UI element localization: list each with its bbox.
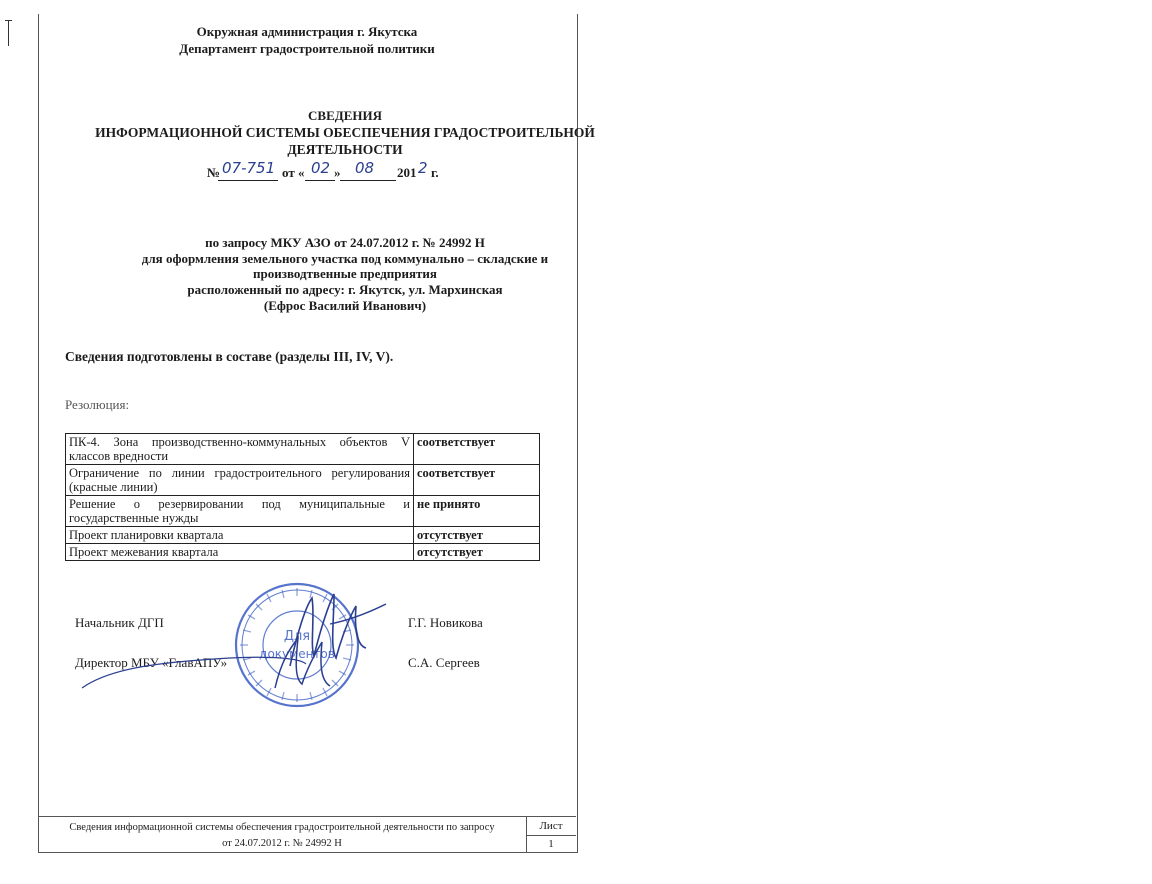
doc-title-line2: ИНФОРМАЦИОННОЙ СИСТЕМЫ ОБЕСПЕЧЕНИЯ ГРАДОСТРОИТЕЛЬНОЙ: [95, 125, 595, 140]
resolution-status: соответствует: [414, 434, 540, 465]
org-name: Окружная администрация г. Якутска: [196, 24, 418, 39]
doc-number-handwritten: 07-751: [222, 159, 276, 177]
resolution-status: отсутствует: [414, 544, 540, 561]
signature-sergeev: [70, 628, 430, 708]
resolution-label: Резолюция:: [65, 397, 130, 412]
stamp-center-text-2: документов: [259, 647, 335, 661]
table-row: [66, 465, 540, 496]
doc-title: СВЕДЕНИЯ: [308, 108, 382, 123]
scan-edge-tick: [5, 20, 12, 21]
doc-date-month: 08: [355, 159, 375, 177]
resolution-item: Решение о резервировании под муниципальные и государственные нужды: [66, 496, 414, 527]
table-row: [66, 544, 540, 561]
doc-date-month-underline: [340, 180, 396, 181]
department-name: Департамент градостроительной политики: [179, 41, 435, 56]
signer-role-1: Начальник ДГП: [75, 615, 164, 630]
address-line: расположенный по адресу: г. Якутск, ул. Мархинская: [187, 282, 503, 297]
doc-date-mid: »: [334, 165, 341, 180]
doc-title-line3: ДЕЯТЕЛЬНОСТИ: [287, 142, 403, 157]
footer-divider: [38, 816, 576, 817]
doc-year-prefix: 201: [397, 165, 417, 180]
doc-number-prefix: №: [207, 165, 221, 180]
signer-role-2: Директор МБУ «ГлавАПУ»: [75, 655, 228, 670]
request-line: по запросу МКУ АЗО от 24.07.2012 г. № 24992 Н: [205, 235, 485, 250]
signer-name-2: С.А. Сергеев: [408, 655, 480, 670]
footer-description: Сведения информационной системы обеспечения градостроительной деятельности по запросу: [69, 822, 495, 833]
doc-year-handwritten: 2: [418, 159, 428, 177]
applicant-line: (Ефрос Василий Иванович): [263, 298, 427, 313]
purpose-line: для оформления земельного участка под коммунально – складские и: [141, 251, 549, 266]
doc-year-suffix: г.: [431, 165, 439, 180]
resolution-status: отсутствует: [414, 527, 540, 544]
signer-name-1: Г.Г. Новикова: [408, 615, 483, 630]
table-row: [66, 527, 540, 544]
doc-date-day: 02: [311, 159, 331, 177]
purpose-line-2: производтвенные предприятия: [253, 266, 437, 281]
table-row: [66, 496, 540, 527]
stamp-center-text-1: Для: [283, 629, 311, 644]
doc-date-prefix: от «: [282, 165, 305, 180]
resolution-item: Ограничение по линии градостроительного регулирования (красные линии): [66, 465, 414, 496]
resolution-status: не принято: [414, 496, 540, 527]
table-row: [66, 434, 540, 465]
resolution-status: соответствует: [414, 465, 540, 496]
footer-request-ref: от 24.07.2012 г. № 24992 Н: [222, 838, 342, 849]
scan-edge-mark: [8, 20, 9, 46]
resolution-table: [65, 433, 540, 561]
doc-number-underline: [218, 180, 278, 181]
doc-date-day-underline: [305, 180, 335, 181]
resolution-item: Проект межевания квартала: [66, 544, 414, 561]
resolution-item: Проект планировки квартала: [66, 527, 414, 544]
resolution-item: ПК-4. Зона производственно-коммунальных объектов V классов вредности: [66, 434, 414, 465]
footer-sheet-number: 1: [548, 838, 554, 850]
sections-note: Сведения подготовлены в составе (разделы III, IV, V).: [65, 349, 394, 364]
footer-sheet-divider: [526, 835, 576, 836]
footer-sheet-label: Лист: [539, 820, 563, 832]
